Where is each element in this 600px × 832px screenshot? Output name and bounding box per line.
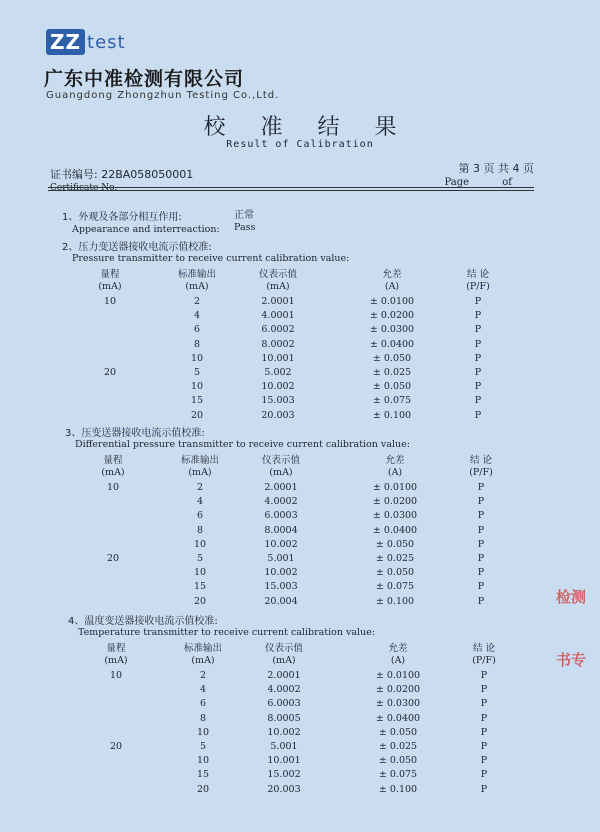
section-title: 4、温度变送器接收电流示值校准: (68, 616, 218, 627)
company-name-cn: 广东中准检测有限公司 (44, 68, 245, 90)
column-header-std: 标准输出 (177, 269, 217, 280)
cell-range: 20 (109, 741, 123, 752)
cell-standard-output: 20 (190, 409, 204, 421)
cell-result: P (477, 538, 485, 550)
cell-tolerance: ± 0.025 (378, 741, 418, 752)
company-logo (46, 28, 126, 56)
column-unit-tol: (A) (384, 281, 400, 292)
column-unit-res: (P/F) (472, 655, 496, 666)
cell-tolerance: ± 0.0300 (372, 510, 418, 522)
page-title: 校 准 结 果 (203, 115, 411, 140)
appearance-title: 1、外观及各部分相互作用: (62, 212, 182, 223)
logo-mark: ZZ (46, 29, 85, 55)
cell-tolerance: ± 0.075 (375, 581, 415, 593)
cell-standard-output: 15 (190, 395, 204, 407)
cell-tolerance: ± 0.0400 (375, 712, 421, 724)
cell-tolerance: ± 0.050 (372, 352, 412, 364)
cell-indication: 10.001 (261, 352, 295, 364)
column-unit-ind: (mA) (272, 655, 296, 666)
red-seal-stamp (556, 572, 600, 682)
cell-standard-output: 10 (193, 538, 207, 550)
cell-standard-output: 15 (196, 769, 210, 781)
column-header-ind: 仪表示值 (258, 269, 298, 280)
cell-standard-output: 8 (193, 338, 201, 350)
column-unit-std: (mA) (191, 655, 215, 666)
cell-standard-output: 2 (199, 670, 207, 681)
cell-standard-output: 15 (193, 581, 207, 593)
column-header-tol: 允差 (388, 643, 408, 654)
header-divider-2 (48, 190, 534, 191)
cell-tolerance: ± 0.0400 (369, 338, 415, 350)
column-unit-tol: (A) (390, 655, 406, 666)
cell-tolerance: ± 0.0100 (369, 296, 415, 307)
cell-result: P (474, 296, 482, 307)
page-count-cn: 第 3 页 共 4 页 (458, 162, 534, 175)
cell-tolerance: ± 0.0100 (372, 482, 418, 493)
stamp-line-1: 检测 (556, 588, 587, 606)
column-unit-ind: (mA) (269, 467, 293, 478)
cell-result: P (480, 741, 488, 752)
cell-result: P (477, 510, 485, 522)
cell-indication: 6.0002 (261, 324, 295, 336)
appearance-title-en: Appearance and interreaction: (72, 224, 220, 235)
section-title: 3、压变送器接收电流示值校准: (65, 428, 205, 439)
cell-standard-output: 10 (193, 567, 207, 579)
cell-range: 20 (103, 367, 117, 378)
certificate-label-en: Certificate No. (50, 183, 118, 193)
cell-standard-output: 2 (193, 296, 201, 307)
page-info (445, 160, 534, 188)
column-header-range: 量程 (106, 643, 126, 654)
cell-standard-output: 4 (199, 684, 207, 696)
column-unit-res: (P/F) (466, 281, 490, 292)
cell-result: P (480, 726, 488, 738)
cell-range: 10 (103, 296, 117, 307)
cell-indication: 10.002 (261, 381, 295, 393)
cell-indication: 4.0001 (261, 310, 295, 322)
cell-indication: 8.0005 (267, 712, 301, 724)
cell-tolerance: ± 0.0300 (369, 324, 415, 336)
cell-result: P (474, 381, 482, 393)
cell-standard-output: 20 (196, 783, 210, 795)
certificate-number-block (50, 166, 193, 193)
column-header-range: 量程 (103, 455, 123, 466)
cell-tolerance: ± 0.0100 (375, 670, 421, 681)
appearance-result: 正常 (234, 210, 254, 221)
cell-result: P (474, 324, 482, 336)
cell-standard-output: 8 (199, 712, 207, 724)
logo-text: test (87, 31, 126, 53)
company-name-en: Guangdong Zhongzhun Testing Co.,Ltd. (46, 90, 280, 101)
cell-result: P (477, 496, 485, 508)
cell-indication: 5.001 (270, 741, 298, 752)
cell-standard-output: 4 (193, 310, 201, 322)
cell-range: 10 (106, 482, 120, 493)
cell-indication: 4.0002 (264, 496, 298, 508)
column-header-res: 结 论 (472, 643, 496, 654)
cell-result: P (480, 783, 488, 795)
cell-indication: 10.001 (267, 755, 301, 767)
cell-tolerance: ± 0.100 (378, 783, 418, 795)
column-header-ind: 仪表示值 (264, 643, 304, 654)
cell-result: P (480, 684, 488, 696)
cell-tolerance: ± 0.100 (375, 595, 415, 607)
stamp-line-2: 书专 (556, 651, 587, 669)
cell-standard-output: 10 (196, 726, 210, 738)
cell-standard-output: 2 (196, 482, 204, 493)
cell-tolerance: ± 0.050 (375, 567, 415, 579)
cell-result: P (477, 595, 485, 607)
cell-standard-output: 10 (196, 755, 210, 767)
cell-standard-output: 6 (193, 324, 201, 336)
section-title-en: Temperature transmitter to receive current calibration value: (78, 627, 376, 638)
page-count-en: Page of (444, 177, 512, 188)
column-unit-range: (mA) (101, 467, 125, 478)
section-title-en: Pressure transmitter to receive current calibration value: (72, 253, 350, 264)
column-header-res: 结 论 (466, 269, 490, 280)
column-header-tol: 允差 (385, 455, 405, 466)
cell-result: P (477, 567, 485, 579)
cell-tolerance: ± 0.050 (372, 381, 412, 393)
cell-indication: 2.0001 (264, 482, 298, 493)
cell-indication: 15.003 (264, 581, 298, 593)
cell-indication: 2.0001 (267, 670, 301, 681)
cell-tolerance: ± 0.050 (378, 726, 418, 738)
certificate-label: 证书编号: (50, 168, 98, 181)
cell-indication: 8.0002 (261, 338, 295, 350)
cell-result: P (480, 698, 488, 710)
column-unit-res: (P/F) (469, 467, 493, 478)
column-header-ind: 仪表示值 (261, 455, 301, 466)
cell-result: P (474, 310, 482, 322)
cell-standard-output: 5 (199, 741, 207, 752)
cell-result: P (480, 670, 488, 681)
header-divider (48, 187, 534, 188)
cell-standard-output: 6 (196, 510, 204, 522)
cell-result: P (480, 755, 488, 767)
appearance-result-en: Pass (234, 222, 256, 233)
column-unit-std: (mA) (188, 467, 212, 478)
cell-indication: 2.0001 (261, 296, 295, 307)
cell-indication: 20.003 (267, 783, 301, 795)
cell-result: P (477, 482, 485, 493)
cell-tolerance: ± 0.075 (372, 395, 412, 407)
column-header-tol: 允差 (382, 269, 402, 280)
cell-tolerance: ± 0.025 (375, 553, 415, 564)
certificate-number: 22BA058050001 (101, 168, 194, 181)
cell-tolerance: ± 0.050 (378, 755, 418, 767)
cell-standard-output: 10 (190, 352, 204, 364)
cell-tolerance: ± 0.075 (378, 769, 418, 781)
column-header-std: 标准输出 (183, 643, 223, 654)
cell-range: 20 (106, 553, 120, 564)
cell-result: P (474, 409, 482, 421)
cell-result: P (474, 367, 482, 378)
cell-indication: 10.002 (267, 726, 301, 738)
cell-tolerance: ± 0.0200 (375, 684, 421, 696)
column-unit-std: (mA) (185, 281, 209, 292)
cell-standard-output: 4 (196, 496, 204, 508)
cell-indication: 4.0002 (267, 684, 301, 696)
cell-indication: 5.001 (267, 553, 295, 564)
column-unit-range: (mA) (104, 655, 128, 666)
cell-tolerance: ± 0.0200 (372, 496, 418, 508)
cell-standard-output: 20 (193, 595, 207, 607)
cell-tolerance: ± 0.0300 (375, 698, 421, 710)
cell-indication: 6.0003 (264, 510, 298, 522)
cell-tolerance: ± 0.0200 (369, 310, 415, 322)
cell-standard-output: 8 (196, 524, 204, 536)
column-unit-range: (mA) (98, 281, 122, 292)
cell-indication: 20.004 (264, 595, 298, 607)
cell-indication: 10.002 (264, 567, 298, 579)
column-unit-ind: (mA) (266, 281, 290, 292)
cell-indication: 8.0004 (264, 524, 298, 536)
cell-indication: 10.002 (264, 538, 298, 550)
cell-tolerance: ± 0.100 (372, 409, 412, 421)
cell-result: P (474, 352, 482, 364)
cell-indication: 15.002 (267, 769, 301, 781)
section-title: 2、压力变送器接收电流示值校准: (62, 242, 212, 253)
cell-result: P (477, 553, 485, 564)
cell-standard-output: 5 (196, 553, 204, 564)
cell-indication: 5.002 (264, 367, 292, 378)
cell-tolerance: ± 0.025 (372, 367, 412, 378)
cell-result: P (477, 581, 485, 593)
cell-indication: 20.003 (261, 409, 295, 421)
section-title-en: Differential pressure transmitter to receive current calibration value: (75, 439, 410, 450)
cell-result: P (474, 395, 482, 407)
column-unit-tol: (A) (387, 467, 403, 478)
cell-result: P (474, 338, 482, 350)
cell-result: P (480, 769, 488, 781)
column-header-res: 结 论 (469, 455, 493, 466)
cell-indication: 6.0003 (267, 698, 301, 710)
cell-range: 10 (109, 670, 123, 681)
page-subtitle: Result of Calibration (226, 139, 374, 150)
cell-tolerance: ± 0.050 (375, 538, 415, 550)
cell-indication: 15.003 (261, 395, 295, 407)
cell-tolerance: ± 0.0400 (372, 524, 418, 536)
cell-result: P (480, 712, 488, 724)
column-header-std: 标准输出 (180, 455, 220, 466)
cell-standard-output: 10 (190, 381, 204, 393)
column-header-range: 量程 (100, 269, 120, 280)
cell-standard-output: 6 (199, 698, 207, 710)
cell-standard-output: 5 (193, 367, 201, 378)
cell-result: P (477, 524, 485, 536)
